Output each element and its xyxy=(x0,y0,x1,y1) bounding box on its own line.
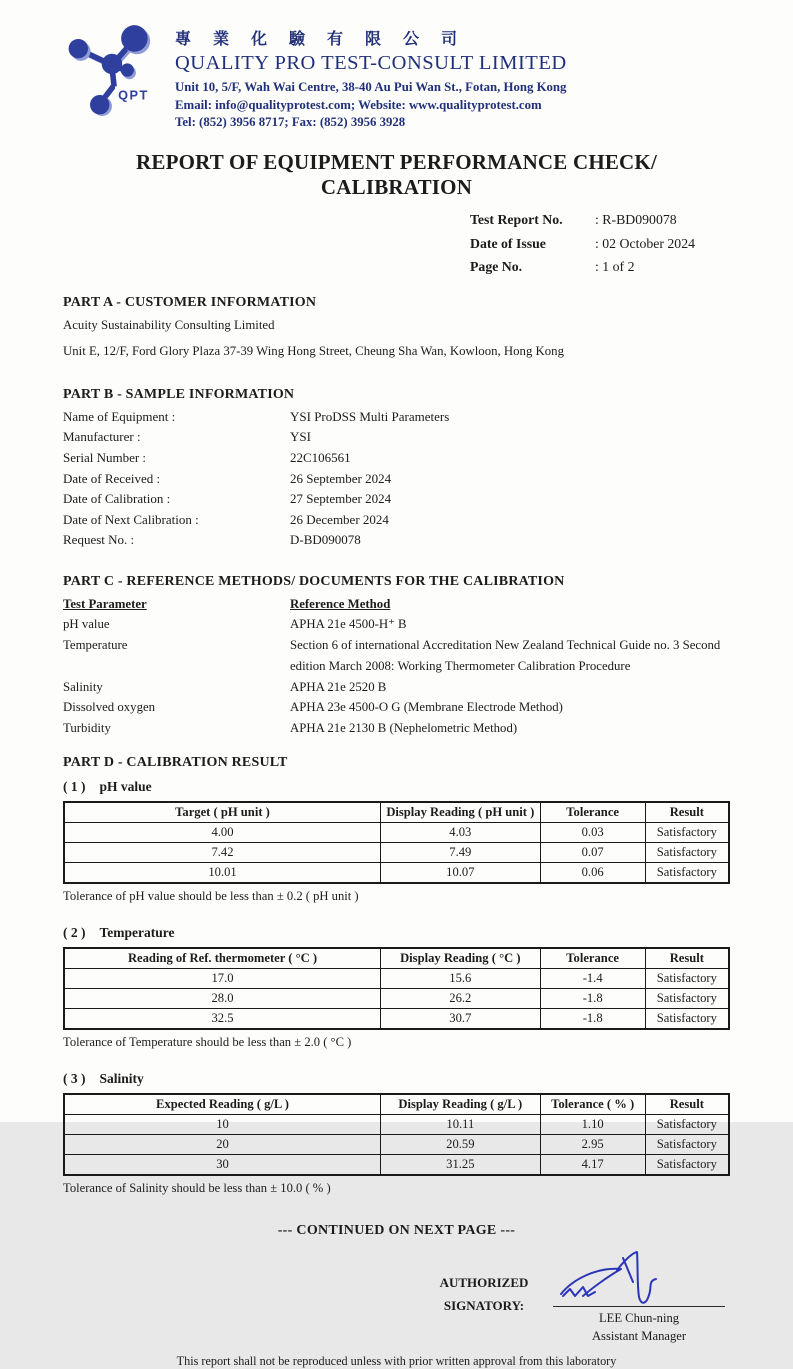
logo-qpt-text: QPT xyxy=(118,87,149,103)
company-name-chinese: 專 業 化 驗 有 限 公 司 xyxy=(175,31,467,48)
cell-result: Satisfactory xyxy=(645,842,729,862)
company-address: Unit 10, 5/F, Wah Wai Centre, 38-40 Au Pui Wan St., Fotan, Hong Kong xyxy=(175,80,567,94)
col-header: Tolerance xyxy=(540,802,645,823)
cell-display-reading: 30.7 xyxy=(381,1008,541,1029)
reference-method: APHA 23e 4500-O G (Membrane Electrode Method) xyxy=(290,700,563,715)
sample-info-row xyxy=(63,407,730,428)
cell-target: 10.01 xyxy=(64,862,381,883)
calibration-section-ph xyxy=(63,779,730,904)
part-a-heading: PART A - CUSTOMER INFORMATION xyxy=(63,295,317,311)
signatory-role: Assistant Manager xyxy=(591,1328,687,1343)
cell-result: Satisfactory xyxy=(645,862,729,883)
table-row xyxy=(64,842,729,862)
part-d-heading: PART D - CALIBRATION RESULT xyxy=(63,754,288,770)
col-header: Display Reading ( pH unit ) xyxy=(381,802,541,823)
sample-info-row xyxy=(63,510,730,531)
cell-ref-reading: 28.0 xyxy=(64,988,381,1008)
cell-expected-reading: 20 xyxy=(64,1134,381,1154)
cell-tolerance: 4.17 xyxy=(540,1154,645,1175)
cell-result: Satisfactory xyxy=(645,1114,729,1134)
field-label: Manufacturer : xyxy=(63,429,141,445)
meta-row-report-no xyxy=(470,208,730,232)
column-header-test-parameter: Test Parameter xyxy=(63,596,147,611)
part-d-calibration-result xyxy=(63,755,730,1196)
letterhead xyxy=(63,16,730,132)
field-value: YSI ProDSS Multi Parameters xyxy=(290,408,450,424)
temperature-calibration-table xyxy=(63,947,730,1030)
footer-disclaimer: This report shall not be reproduced unless with prior written approval from this laboratory xyxy=(176,1354,617,1369)
field-label: Request No. : xyxy=(63,532,135,548)
table-row xyxy=(64,1008,729,1029)
table-row xyxy=(64,968,729,988)
cell-tolerance: 1.10 xyxy=(540,1114,645,1134)
ph-calibration-table xyxy=(63,801,730,884)
section-name: Temperature xyxy=(99,924,175,940)
reference-method: Section 6 of international Accreditation New Zealand Technical Guide no. 3 Second edition March 2008: Working Thermometer Calibration Procedure xyxy=(290,638,721,673)
meta-value: : 02 October 2024 xyxy=(595,235,696,251)
col-header: Target ( pH unit ) xyxy=(64,802,381,823)
field-value: D-BD090078 xyxy=(290,532,361,548)
cell-target: 4.00 xyxy=(64,822,381,842)
col-header: Reading of Ref. thermometer ( °C ) xyxy=(64,948,381,969)
section-number: ( 2 ) xyxy=(63,924,86,940)
test-parameter: Dissolved oxygen xyxy=(63,700,156,715)
meta-row-date-of-issue xyxy=(470,232,730,256)
test-parameter: Temperature xyxy=(63,638,128,653)
tolerance-note: Tolerance of pH value should be less than ± 0.2 ( pH unit ) xyxy=(63,888,359,903)
cell-tolerance: -1.4 xyxy=(540,968,645,988)
company-contact xyxy=(175,79,567,132)
part-c-heading: PART C - REFERENCE METHODS/ DOCUMENTS FOR THE CALIBRATION xyxy=(63,573,565,589)
section-name: Salinity xyxy=(99,1070,144,1086)
section-name: pH value xyxy=(99,778,152,794)
col-header: Display Reading ( °C ) xyxy=(381,948,541,969)
authorized-signatory-block xyxy=(435,1249,730,1346)
reference-method: APHA 21e 2130 B (Nephelometric Method) xyxy=(290,720,518,735)
sample-info-row xyxy=(63,489,730,510)
section-number: ( 1 ) xyxy=(63,778,86,794)
cell-tolerance: 0.07 xyxy=(540,842,645,862)
customer-name: Acuity Sustainability Consulting Limited xyxy=(63,318,275,333)
col-header: Tolerance ( % ) xyxy=(540,1094,645,1115)
sample-info-row xyxy=(63,448,730,469)
reference-method-rows xyxy=(63,594,730,739)
cell-display-reading: 20.59 xyxy=(381,1134,541,1154)
col-header: Result xyxy=(645,802,729,823)
reference-method-row xyxy=(63,635,730,676)
handwritten-signature xyxy=(553,1248,725,1312)
field-value: YSI xyxy=(290,429,311,445)
section-number: ( 3 ) xyxy=(63,1070,86,1086)
reference-method-row xyxy=(63,697,730,718)
reference-method-row xyxy=(63,718,730,739)
reference-method: APHA 21e 2520 B xyxy=(290,679,387,694)
cell-display-reading: 15.6 xyxy=(381,968,541,988)
reference-method-row xyxy=(63,614,730,635)
cell-expected-reading: 10 xyxy=(64,1114,381,1134)
table-row xyxy=(64,822,729,842)
cell-display-reading: 10.07 xyxy=(381,862,541,883)
authorized-signatory-label xyxy=(435,1249,533,1346)
part-b-heading: PART B - SAMPLE INFORMATION xyxy=(63,386,295,402)
table-header-row xyxy=(64,1094,729,1115)
col-header: Result xyxy=(645,1094,729,1115)
label-authorized: AUTHORIZED xyxy=(439,1274,529,1290)
meta-label: Page No. xyxy=(470,259,523,275)
meta-value: : 1 of 2 xyxy=(595,259,635,275)
signature-area xyxy=(553,1249,725,1346)
company-name-english: QUALITY PRO TEST-CONSULT LIMITED xyxy=(175,52,567,74)
part-a-customer-information xyxy=(63,295,730,362)
cell-tolerance: -1.8 xyxy=(540,1008,645,1029)
tolerance-note: Tolerance of Salinity should be less than ± 10.0 ( % ) xyxy=(63,1180,331,1195)
salinity-calibration-table xyxy=(63,1093,730,1176)
table-row xyxy=(64,988,729,1008)
reference-method-row xyxy=(63,677,730,698)
table-row xyxy=(64,1114,729,1134)
signatory-name: LEE Chun-ning xyxy=(598,1310,680,1325)
cell-tolerance: 0.03 xyxy=(540,822,645,842)
cell-result: Satisfactory xyxy=(645,988,729,1008)
cell-result: Satisfactory xyxy=(645,1008,729,1029)
company-tel-fax: Tel: (852) 3956 8717; Fax: (852) 3956 3928 xyxy=(175,115,406,130)
section-title xyxy=(63,779,730,795)
test-parameter: pH value xyxy=(63,617,110,632)
field-value: 22C106561 xyxy=(290,449,351,465)
cell-result: Satisfactory xyxy=(645,968,729,988)
cell-ref-reading: 32.5 xyxy=(64,1008,381,1029)
sample-info-row xyxy=(63,427,730,448)
field-value: 26 December 2024 xyxy=(290,511,389,527)
col-header: Display Reading ( g/L ) xyxy=(381,1094,541,1115)
field-value: 27 September 2024 xyxy=(290,491,392,507)
cell-ref-reading: 17.0 xyxy=(64,968,381,988)
table-row xyxy=(64,862,729,883)
part-b-sample-information xyxy=(63,387,730,551)
sample-info-row xyxy=(63,530,730,551)
field-label: Serial Number : xyxy=(63,449,147,465)
meta-value: : R-BD090078 xyxy=(595,211,677,227)
cell-display-reading: 10.11 xyxy=(381,1114,541,1134)
col-header: Result xyxy=(645,948,729,969)
section-title xyxy=(63,925,730,941)
field-label: Name of Equipment : xyxy=(63,408,176,424)
cell-result: Satisfactory xyxy=(645,822,729,842)
meta-label: Test Report No. xyxy=(470,211,563,227)
meta-label: Date of Issue xyxy=(470,235,546,251)
continued-on-next-page: --- CONTINUED ON NEXT PAGE --- xyxy=(277,1222,516,1238)
cell-display-reading: 26.2 xyxy=(381,988,541,1008)
col-header: Expected Reading ( g/L ) xyxy=(64,1094,381,1115)
meta-row-page-no xyxy=(470,255,730,279)
test-parameter: Salinity xyxy=(63,679,103,694)
field-value: 26 September 2024 xyxy=(290,470,392,486)
column-header-reference-method: Reference Method xyxy=(290,596,391,611)
reference-method-header-row xyxy=(63,594,730,615)
customer-address: Unit E, 12/F, Ford Glory Plaza 37-39 Wing Hong Street, Cheung Sha Wan, Kowloon, Hong Kong xyxy=(63,343,564,358)
field-label: Date of Next Calibration : xyxy=(63,511,199,527)
signature-line xyxy=(553,1249,725,1307)
cell-result: Satisfactory xyxy=(645,1134,729,1154)
cell-expected-reading: 30 xyxy=(64,1154,381,1175)
cell-display-reading: 7.49 xyxy=(381,842,541,862)
section-title xyxy=(63,1071,730,1087)
reference-method: APHA 21e 4500-H⁺ B xyxy=(290,617,407,632)
report-title: REPORT OF EQUIPMENT PERFORMANCE CHECK/ CALIBRATION xyxy=(136,149,657,199)
test-parameter: Turbidity xyxy=(63,720,111,735)
cell-result: Satisfactory xyxy=(645,1154,729,1175)
calibration-section-temperature xyxy=(63,925,730,1050)
calibration-section-salinity xyxy=(63,1071,730,1196)
cell-target: 7.42 xyxy=(64,842,381,862)
cell-display-reading: 4.03 xyxy=(381,822,541,842)
cell-tolerance: 2.95 xyxy=(540,1134,645,1154)
table-header-row xyxy=(64,802,729,823)
cell-tolerance: 0.06 xyxy=(540,862,645,883)
report-meta xyxy=(470,208,730,279)
company-email-website: Email: info@qualityprotest.com; Website: www.qualityprotest.com xyxy=(175,97,542,112)
tolerance-note: Tolerance of Temperature should be less than ± 2.0 ( °C ) xyxy=(63,1034,352,1049)
col-header: Tolerance xyxy=(540,948,645,969)
cell-display-reading: 31.25 xyxy=(381,1154,541,1175)
qpt-molecule-logo xyxy=(63,16,165,118)
field-label: Date of Received : xyxy=(63,470,161,486)
field-label: Date of Calibration : xyxy=(63,491,171,507)
cell-tolerance: -1.8 xyxy=(540,988,645,1008)
table-header-row xyxy=(64,948,729,969)
part-c-reference-methods xyxy=(63,574,730,739)
company-block xyxy=(175,16,567,132)
sample-info-rows xyxy=(63,407,730,551)
table-row xyxy=(64,1154,729,1175)
table-row xyxy=(64,1134,729,1154)
label-signatory: SIGNATORY: xyxy=(443,1298,525,1314)
sample-info-row xyxy=(63,469,730,490)
